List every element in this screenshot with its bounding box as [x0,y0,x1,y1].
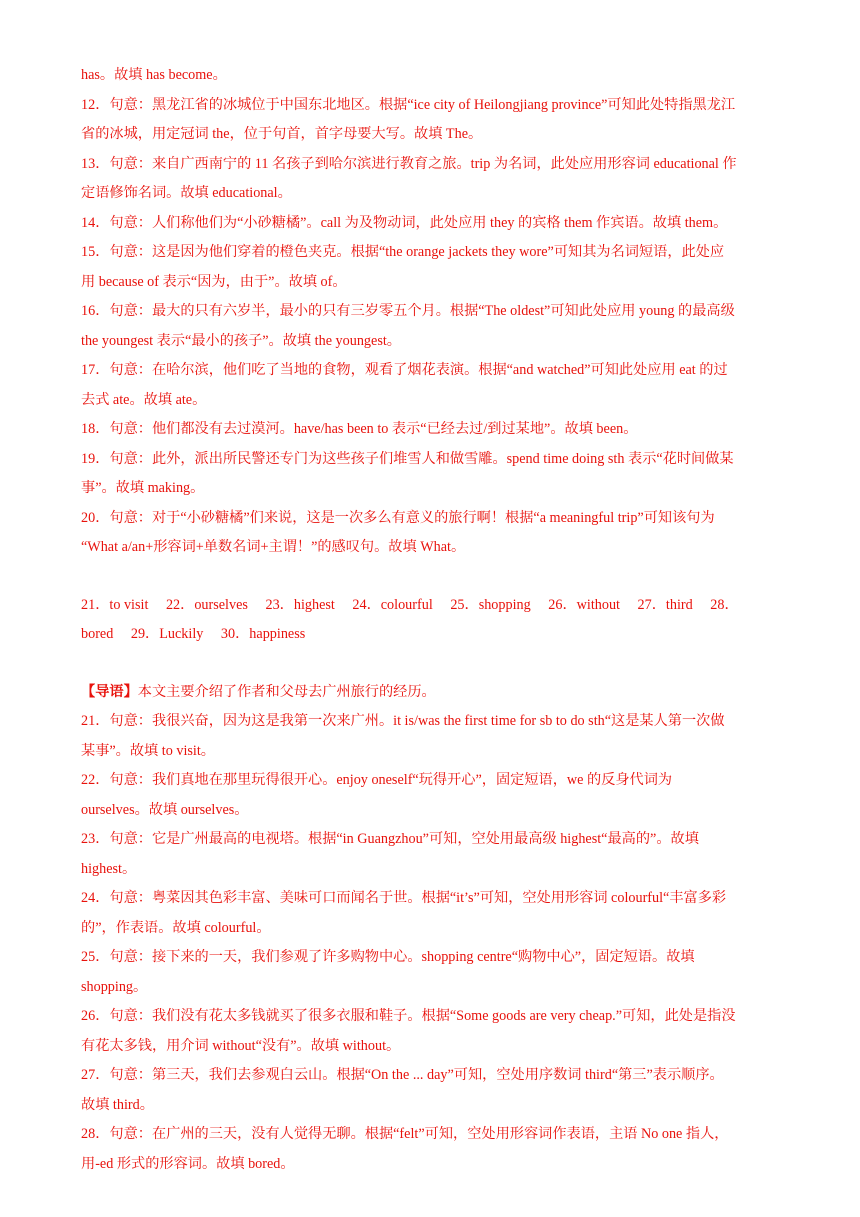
answer-row [81,594,781,624]
text-line: 12．句意：黑龙江省的冰城位于中国东北地区。根据“ice city of Heilongjiang province”可知此处特指黑龙江 [81,96,736,113]
text-line: 用-ed 形式的形容词。故填 bored。 [81,1155,295,1172]
text-line: 24．句意：粤菜因其色彩丰富、美味可口而闻名于世。根据“it’s”可知，空处用形容词 colourful“丰富多彩 [81,890,727,906]
text-line: 28．句意：在广州的三天，没有人觉得无聊。根据“felt”可知，空处用形容词作表语，主语 No one 指人， [81,1126,729,1142]
text-line: 26．句意：我们没有花太多钱就买了很多衣服和鞋子。根据“Some goods are very cheap.”可知，此处是指没 [81,1008,736,1024]
text-line: 27．句意：第三天，我们去参观白云山。根据“On the ... day”可知，空处用序数词 third“第三”表示顺序。 [81,1067,724,1083]
text-line: highest。 [81,860,137,877]
text-line: 23．句意：它是广州最高的电视塔。根据“in Guangzhou”可知，空处用最高级 highest“最高的”。故填 [81,831,699,847]
text-line: 事”。故填 making。 [81,480,205,496]
answer-item: 26．without [548,596,620,613]
answer-item: 29．Luckily [130,626,204,642]
text-line: 去式 ate。故填 ate。 [81,391,207,408]
text-line: 故填 third。 [81,1096,154,1113]
answer-item: 28． [710,596,739,613]
text-line: “What a/an+形容词+单数名词+主谓！”的感叹句。故填 What。 [81,539,466,555]
answer-key [81,594,781,653]
text-line: ourselves。故填 ourselves。 [81,801,249,818]
explanations-section-2 [81,710,781,1182]
answer-item: 22．ourselves [165,596,248,613]
text-line: 16．句意：最大的只有六岁半，最小的只有三岁零五个月。根据“The oldest”可知此处应用 young 的最高级 [81,303,735,319]
answer-item: 21．to visit [81,596,149,613]
text-line: 21．句意：我很兴奋，因为这是我第一次来广州。it is/was the first time for sb to do sth“这是某人第一次做 [81,713,725,729]
text-line: 13．句意：来自广西南宁的 11 名孩子到哈尔滨进行教育之旅。trip 为名词，此处应用形容词 educational 作 [81,155,737,172]
text-line: 定语修饰名词。故填 educational。 [81,185,292,201]
guide-text: 本文主要介绍了作者和父母去广州旅行的经历。 [137,683,436,700]
answer-item: bored [81,626,114,642]
answer-item: 23．highest [265,596,335,613]
answer-item: 24．colourful [352,596,433,613]
answer-item: 27．third [637,596,693,613]
text-line: has。故填 has become。 [81,67,227,83]
document-content [81,64,781,1182]
text-line: 19．句意：此外，派出所民警还专门为这些孩子们堆雪人和做雪雕。spend time doing sth 表示“花时间做某 [81,450,734,467]
text-line: 用 because of 表示“因为，由于”。故填 of。 [81,273,347,290]
text-line: 15．句意：这是因为他们穿着的橙色夹克。根据“the orange jackets they wore”可知其为名词短语，此处应 [81,244,725,260]
text-line: 17．句意：在哈尔滨，他们吃了当地的食物，观看了烟花表演。根据“and watched”可知此处应用 eat 的过 [81,362,728,378]
text-line: 有花太多钱，用介词 without“没有”。故填 without。 [81,1037,401,1054]
text-line: shopping。 [81,978,148,995]
text-line: 22．句意：我们真地在那里玩得很开心。enjoy oneself“玩得开心”，固定短语，we 的反身代词为 [81,772,673,788]
guide-line [81,681,781,711]
text-line: 20．句意：对于“小砂糖橘”们来说，这是一次多么有意义的旅行啊！根据“a meaningful trip”可知该句为 [81,509,715,526]
text-line: 的”，作表语。故填 colourful。 [81,919,271,936]
text-line: 某事”。故填 to visit。 [81,742,215,759]
guide-tag: 【导语】 [81,683,138,700]
text-line: the youngest 表示“最小的孩子”。故填 the youngest。 [81,332,401,349]
spacer [81,653,781,681]
text-line: 省的冰城，用定冠词 the，位于句首，首字母要大写。故填 The。 [81,126,483,142]
text-line: 18．句意：他们都没有去过漠河。have/has been to 表示“已经去过/到过某地”。故填 been。 [81,421,638,437]
text-line: 25．句意：接下来的一天，我们参观了许多购物中心。shopping centre“购物中心”，固定短语。故填 [81,949,695,965]
answer-item: 25．shopping [450,596,531,613]
spacer [81,566,781,594]
text-line: 14．句意：人们称他们为“小砂糖橘”。call 为及物动词，此处应用 they 的宾格 them 作宾语。故填 them。 [81,214,728,231]
explanations-section-1 [81,64,781,566]
answer-row [81,623,781,653]
answer-item: 30．happiness [220,626,306,642]
